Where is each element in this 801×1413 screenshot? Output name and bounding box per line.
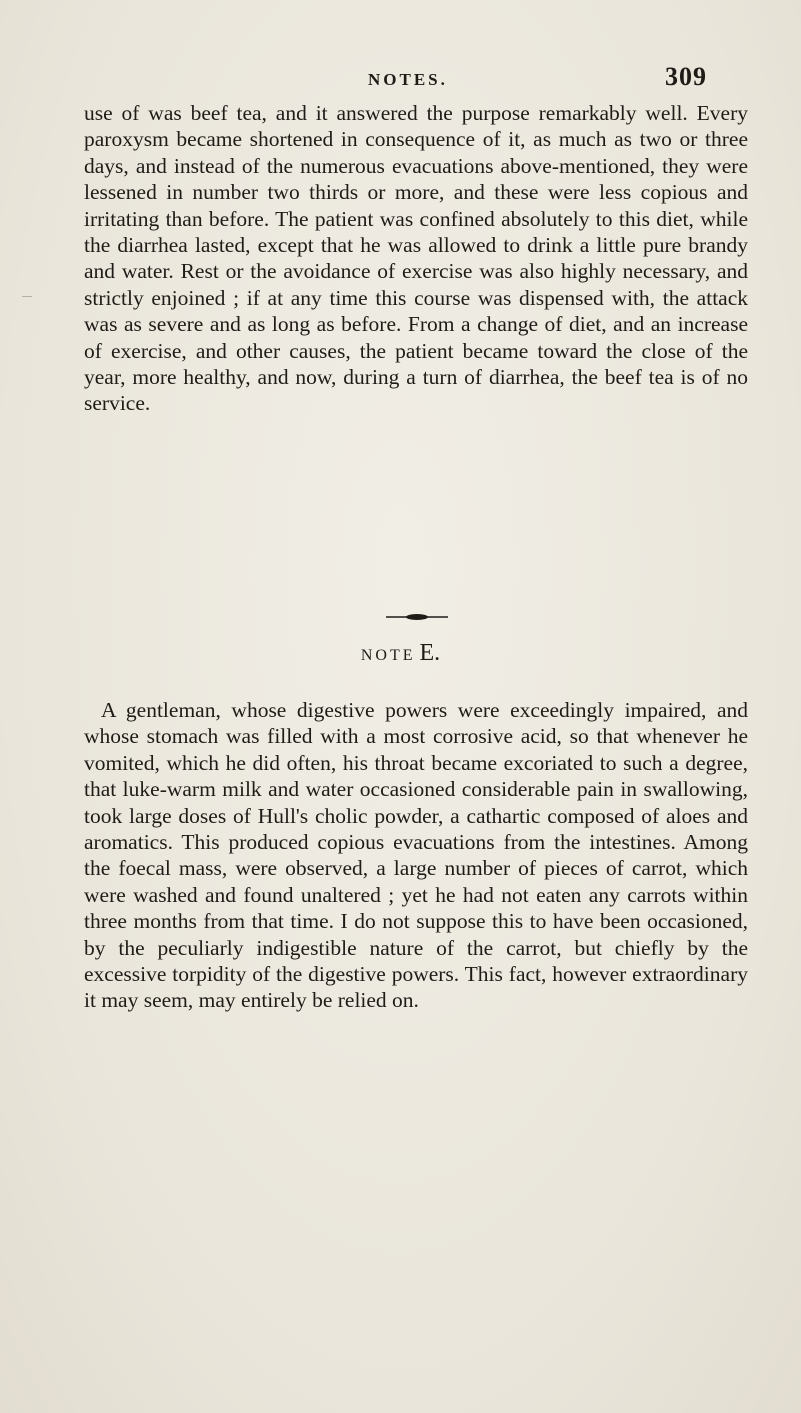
body-paragraph: A gentleman, whose digestive powers were exceedingly impaired, and whose stomach was filled with a most corrosive acid, so that whenever he vomited, which he did often, his throat became excoriated to such a degree, that luke-warm milk and water occasioned considerable pain in swallowing, took large doses of Hull's cholic powder, a cathartic composed of aloes and aromatics. This produced copious evacuations from the intestines. Among the foecal mass, were observed, a large number of pieces of carrot, which were washed and found unaltered ; yet he had not eaten any carrots within three months from that time. I do not suppose this to have been occasioned, by the peculiarly indigestible nature of the carrot, but chiefly by the excessive torpidity of the digestive powers. This fact, however extraordinary it may seem, may entirely be relied on. [84, 698, 748, 1013]
running-head [0, 62, 801, 102]
note-heading-word: NOTE [360, 647, 416, 664]
running-title: NOTES. [368, 70, 448, 89]
body-paragraph: use of was beef tea, and it answered the purpose remarkably well. Every paroxysm became shortened in consequence of it, as much as two or three days, and instead of the numerous evacuations above-mentioned, they were lessened in number two thirds or more, and these were less copious and irritating than before. The patient was confined absolutely to this diet, while the diarrhea lasted, except that he was allowed to drink a little pure brandy and water. Rest or the avoidance of exercise was also highly necessary, and strictly enjoined ; if at any time this course was dispensed with, the attack was as severe and as long as before. From a change of diet, and an increase of exercise, and other causes, the patient became toward the close of the year, more healthy, and now, during a turn of diarrhea, the beef tea is of no service. [84, 101, 748, 416]
note-heading-letter: E. [419, 640, 441, 666]
section-divider [386, 610, 448, 624]
margin-mark [22, 296, 32, 297]
page-number: 309 [665, 62, 707, 91]
note-heading [0, 640, 801, 667]
